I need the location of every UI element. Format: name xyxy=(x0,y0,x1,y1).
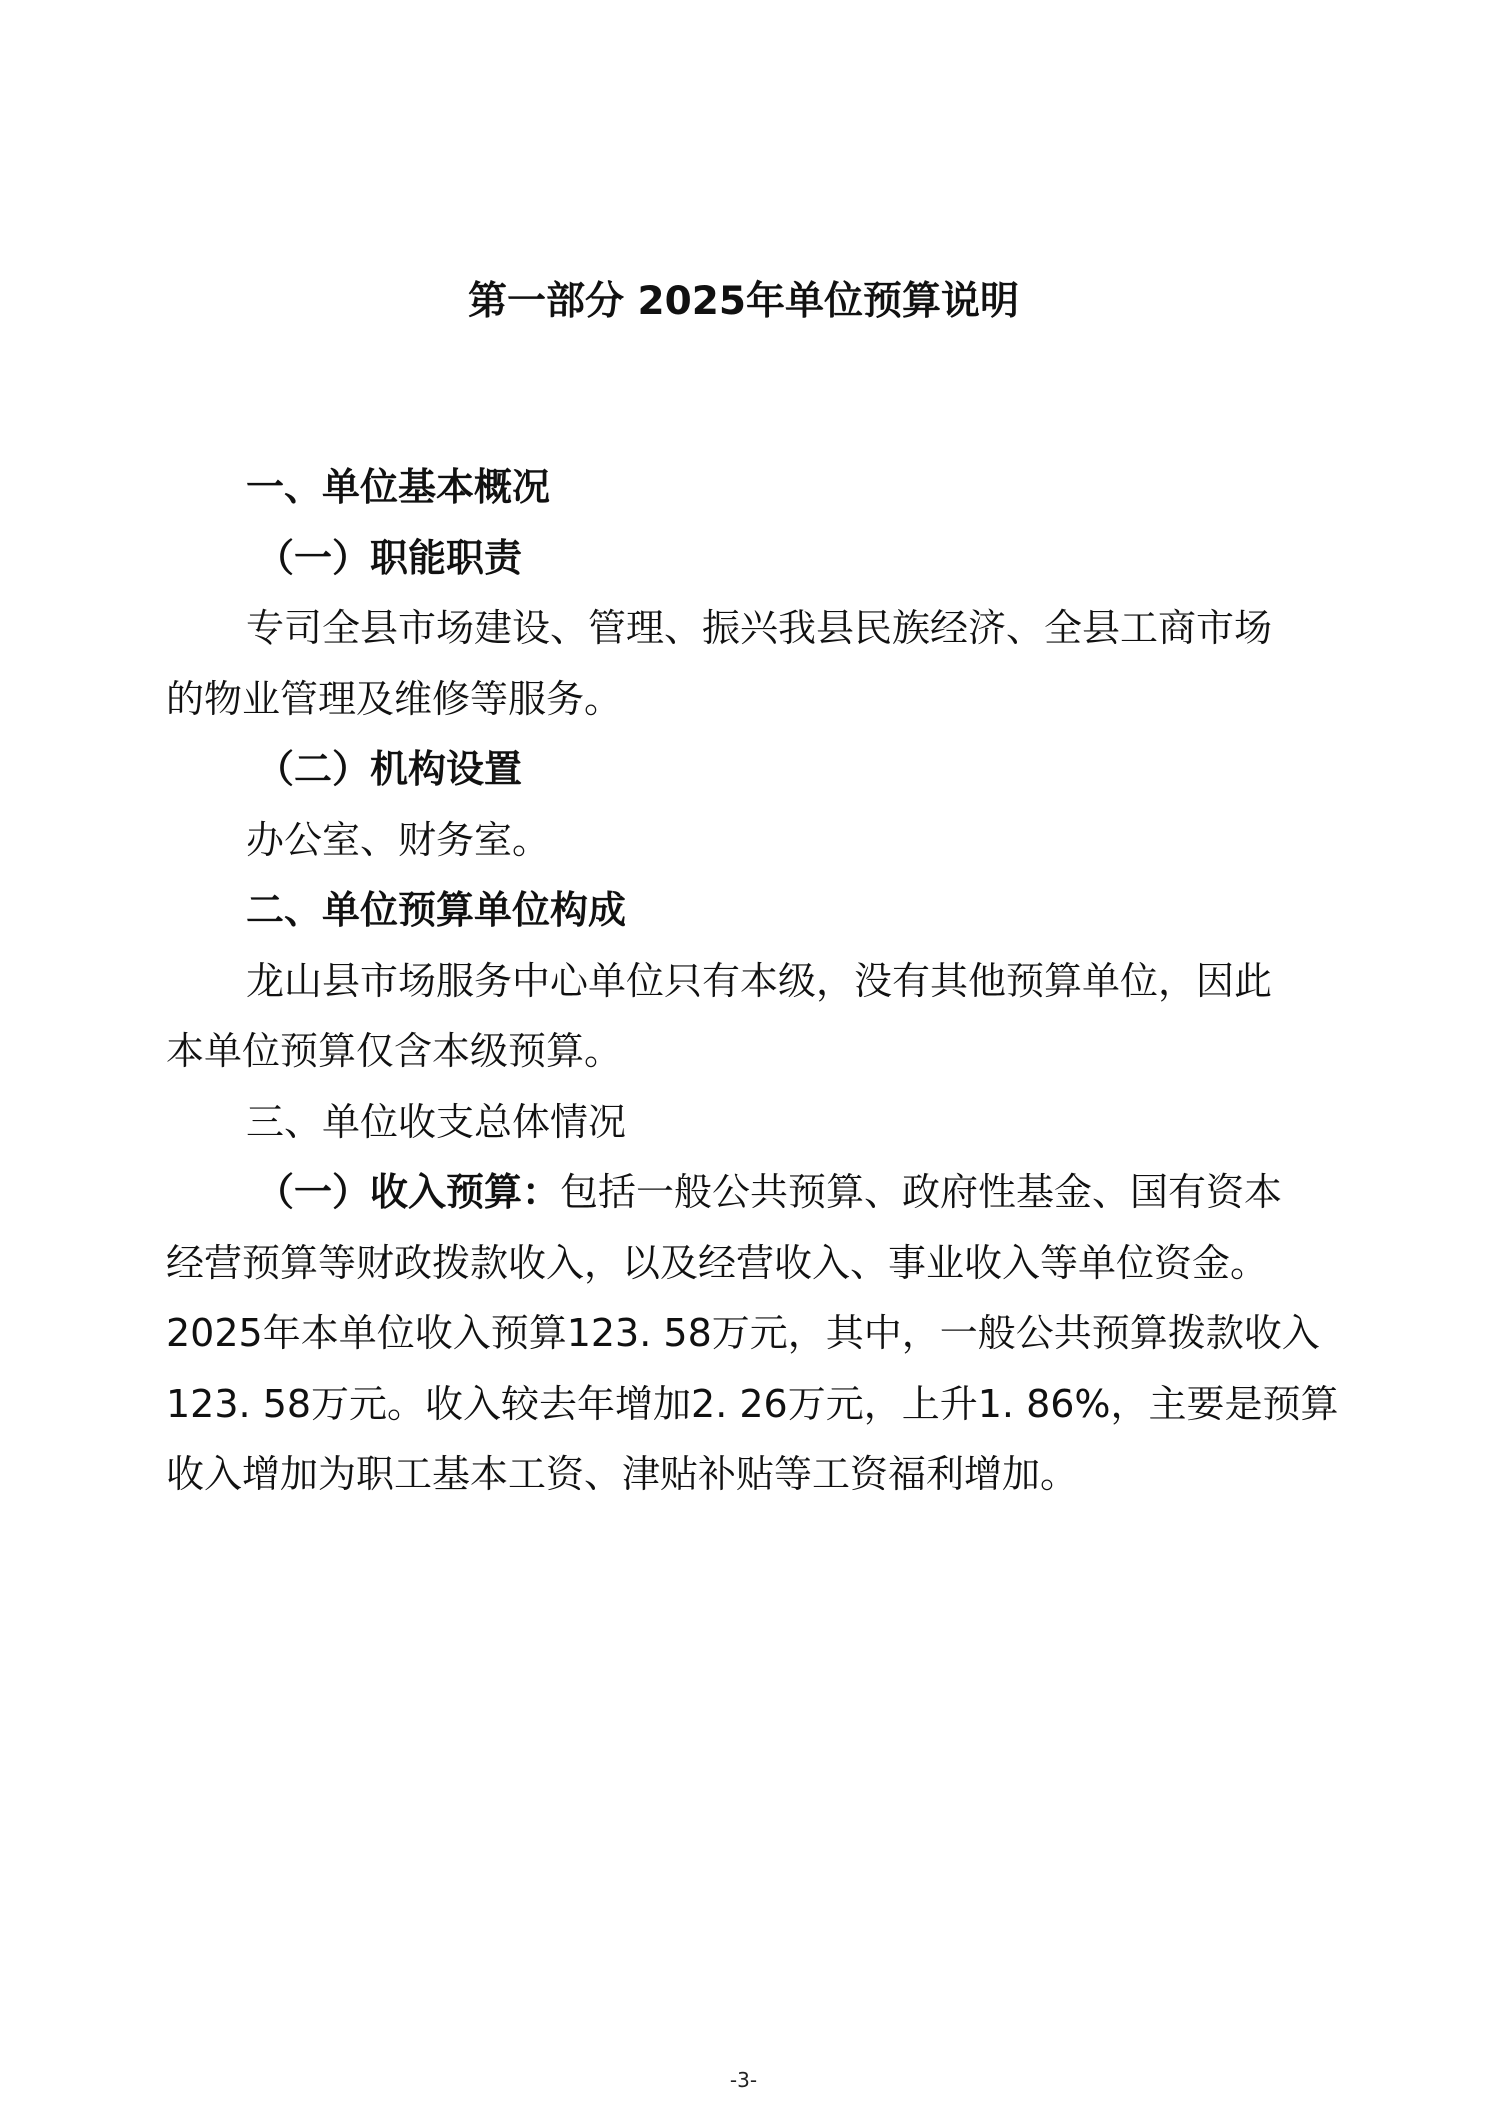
income-budget-line-5: 收入增加为职工基本工资、津贴补贴等工资福利增加。 xyxy=(166,1452,1079,1496)
budget-units-text-line-2: 本单位预算仅含本级预算。 xyxy=(166,1029,623,1073)
income-budget-label: （一）收入预算： xyxy=(256,1170,561,1214)
page-number: -3- xyxy=(729,2068,758,2092)
functions-text-line-1: 专司全县市场建设、管理、振兴我县民族经济、全县工商市场 xyxy=(246,606,1273,650)
section-heading-budget-units: 二、单位预算单位构成 xyxy=(246,888,627,932)
document-body xyxy=(166,452,1339,1510)
budget-units-text-line-1: 龙山县市场服务中心单位只有本级，没有其他预算单位，因此 xyxy=(246,958,1273,1003)
income-budget-line-4: 123. 58万元。收入较去年增加2. 26万元，上升1. 86%，主要是预算 xyxy=(166,1381,1339,1426)
page-title: 第一部分 2025年单位预算说明 xyxy=(467,279,1020,324)
section-heading-income-expense: 三、单位收支总体情况 xyxy=(246,1099,627,1144)
organization-text: 办公室、财务室。 xyxy=(246,817,551,862)
section-heading-basic-overview: 一、单位基本概况 xyxy=(246,465,551,509)
income-budget-line-1 xyxy=(166,1157,1332,1228)
income-budget-line-3: 2025年本单位收入预算123. 58万元，其中，一般公共预算拨款收入 xyxy=(166,1311,1320,1355)
subsection-heading-functions: （一）职能职责 xyxy=(256,535,523,580)
functions-text-line-2: 的物业管理及维修等服务。 xyxy=(166,676,623,721)
income-budget-line-1-text: 包括一般公共预算、政府性基金、国有资本 xyxy=(560,1170,1283,1214)
subsection-heading-organization: （二）机构设置 xyxy=(256,747,523,791)
income-budget-line-2: 经营预算等财政拨款收入，以及经营收入、事业收入等单位资金。 xyxy=(166,1240,1269,1285)
